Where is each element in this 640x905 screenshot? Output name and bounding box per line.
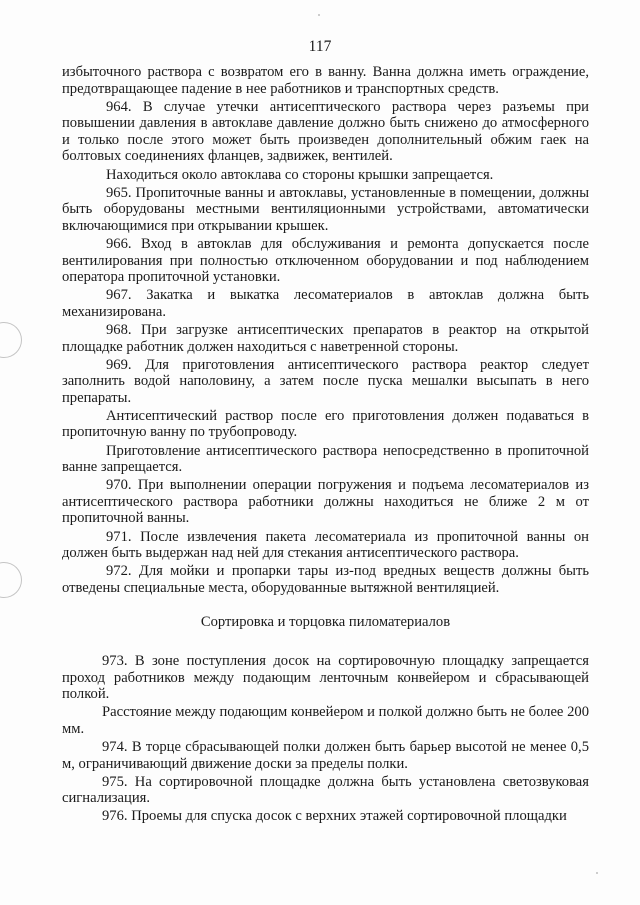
p-965: 965. Пропиточные ванны и автоклавы, установленные в помещении, должны быть оборудованы местными вентиляционными устройствами, автоматически включающимися при открывании крышек.	[62, 184, 589, 234]
p-975: 975. На сортировочной площадке должна быть установлена светозвуковая сигнализация.	[62, 773, 589, 807]
p-969: 969. Для приготовления антисептического раствора реактор следует заполнить водой наполовину, а затем после пуска мешалки высыпать в него препараты.	[62, 356, 589, 406]
p-973-note: Расстояние между подающим конвейером и полкой должно быть не более 200 мм.	[62, 704, 589, 737]
scan-speck	[596, 872, 598, 874]
document-body	[62, 64, 589, 826]
paragraph-group-sorting	[62, 653, 589, 825]
punch-hole-mark	[0, 322, 22, 358]
p-976: 976. Проемы для спуска досок с верхних этажей сортировочной площадки	[102, 808, 567, 825]
p-continuation: избыточного раствора с возвратом его в ванну. Ванна должна иметь ограждение, предотвращающее падение в нее работников и транспортных средств.	[62, 64, 589, 97]
punch-hole-mark	[0, 562, 22, 598]
p-964: 964. В случае утечки антисептического раствора через разъемы при повышении давления в автоклаве давление должно быть снижено до атмосферного и только после этого может быть произведен дополнительный обжим гаек на болтовых соединениях фланцев, задвижек, вентилей.	[62, 98, 589, 165]
page-number: 117	[308, 38, 332, 55]
p-970: 970. При выполнении операции погружения и подъема лесоматериалов из антисептического раствора работники должны находиться не ближе 2 м от пропиточной ванны.	[62, 477, 589, 527]
p-969-note2: Приготовление антисептического раствора непосредственно в пропиточной ванне запрещается.	[62, 442, 589, 476]
p-967: 967. Закатка и выкатка лесоматериалов в автоклав должна быть механизирована.	[62, 287, 589, 320]
p-973: 973. В зоне поступления досок на сортировочную площадку запрещается проход работников между подающим ленточным конвейером и сбрасывающей полкой.	[62, 653, 589, 703]
p-969-note1: Антисептический раствор после его приготовления должен подаваться в пропиточную ванну по трубопроводу.	[62, 407, 589, 441]
section-heading: Сортировка и торцовка пиломатериалов	[200, 614, 451, 631]
p-972: 972. Для мойки и пропарки тары из-под вредных веществ должны быть отведены специальные места, оборудованные вытяжной вентиляцией.	[62, 563, 589, 596]
paragraph-group-impregnation	[62, 64, 589, 596]
p-966: 966. Вход в автоклав для обслуживания и ремонта допускается после вентилирования при полностью отключенном оборудовании и под наблюдением оператора пропиточной установки.	[62, 235, 589, 286]
p-971: 971. После извлечения пакета лесоматериала из пропиточной ванны он должен быть выдержан над ней для стекания антисептического раствора.	[62, 528, 589, 562]
p-974: 974. В торце сбрасывающей полки должен быть барьер высотой не менее 0,5 м, ограничивающий движение доски за пределы полки.	[62, 738, 589, 772]
p-968: 968. При загрузке антисептических препаратов в реактор на открытой площадке работник должен находиться с наветренной стороны.	[62, 321, 589, 355]
scan-speck	[318, 14, 320, 16]
p-964-note: Находиться около автоклава со стороны крышки запрещается.	[106, 166, 494, 183]
